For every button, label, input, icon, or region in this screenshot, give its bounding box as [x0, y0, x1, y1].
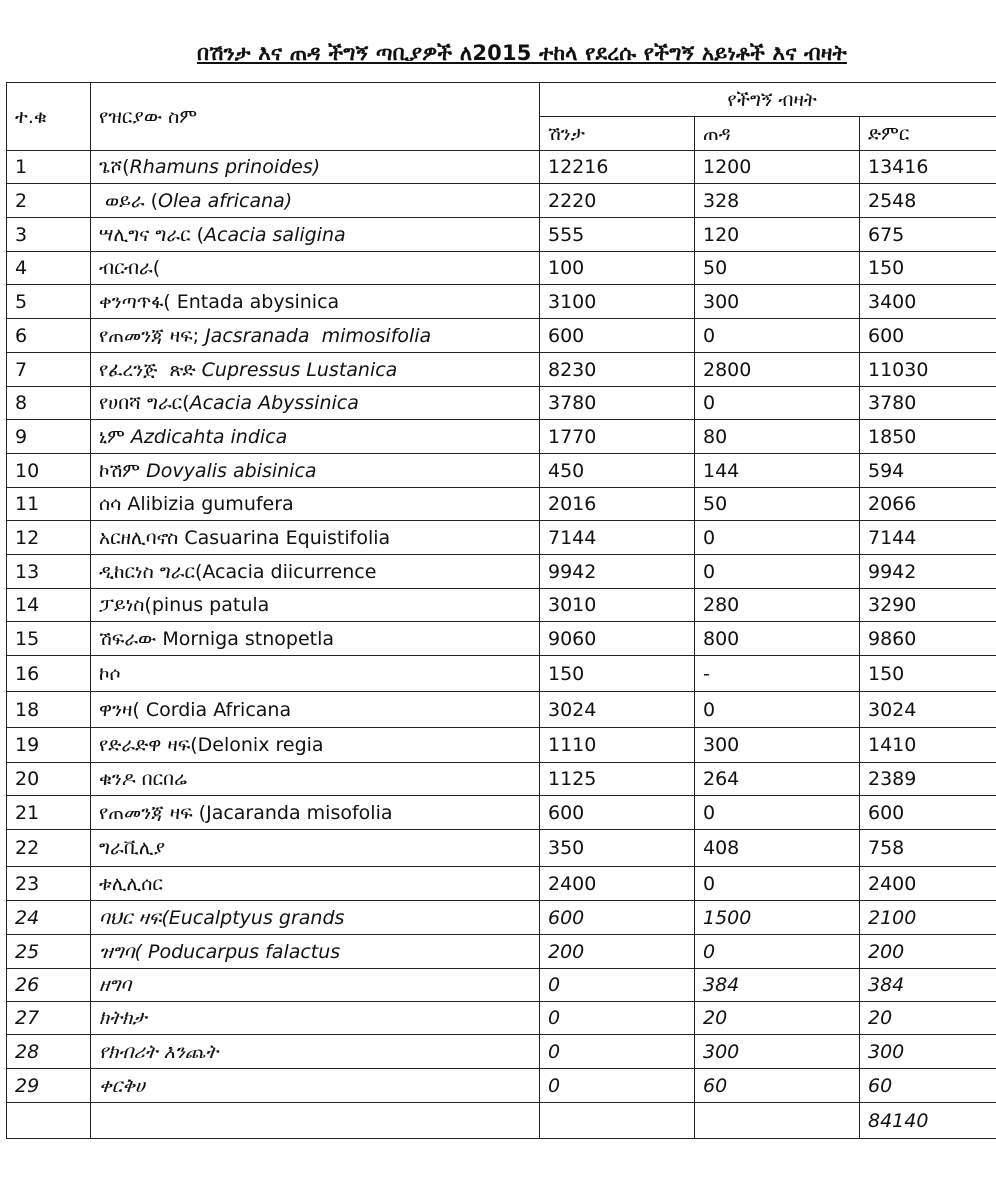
empty-cell [540, 1103, 695, 1139]
table-row [7, 353, 996, 387]
count-shinta: 0 [540, 1069, 695, 1103]
species-local-name: ኒም [99, 425, 131, 448]
species-name [91, 589, 540, 622]
species-name [91, 488, 540, 521]
count-teda: 280 [695, 589, 860, 622]
count-total: 200 [860, 935, 996, 969]
species-scientific-name: Rhamuns prinoides) [129, 156, 321, 178]
row-number: 18 [7, 692, 91, 728]
table-row [7, 184, 996, 218]
row-number: 1 [7, 151, 91, 184]
table-row [7, 763, 996, 796]
table-row [7, 1002, 996, 1035]
table-row [7, 728, 996, 763]
count-teda: 144 [695, 454, 860, 488]
row-number: 15 [7, 622, 91, 656]
species-name [91, 867, 540, 901]
count-shinta: 0 [540, 1002, 695, 1035]
species-local-name: የጠመንጃ ዛፍ ( [99, 801, 207, 824]
count-shinta: 9942 [540, 555, 695, 589]
table-body [7, 151, 996, 1139]
count-total: 758 [860, 830, 996, 867]
species-local-name: ዋንዛ( [99, 698, 146, 721]
row-number: 21 [7, 796, 91, 830]
row-number: 14 [7, 589, 91, 622]
count-total: 3400 [860, 285, 996, 319]
species-name [91, 728, 540, 763]
species-name [91, 521, 540, 555]
species-scientific-name: Jacsranada mimosifolia [205, 324, 432, 347]
count-shinta: 450 [540, 454, 695, 488]
count-shinta: 3024 [540, 692, 695, 728]
row-number: 16 [7, 656, 91, 692]
count-total: 1410 [860, 728, 996, 763]
seedling-table [6, 82, 996, 1139]
count-teda: 0 [695, 692, 860, 728]
count-teda: 800 [695, 622, 860, 656]
table-row [7, 218, 996, 252]
species-name [91, 454, 540, 488]
table-row [7, 488, 996, 521]
species-name [91, 901, 540, 935]
header-species-name: የዝርያው ስም [91, 83, 540, 151]
table-row [7, 319, 996, 353]
count-total: 150 [860, 252, 996, 285]
count-shinta: 1125 [540, 763, 695, 796]
species-name [91, 151, 540, 184]
table-row [7, 1035, 996, 1069]
species-local-name: ግራቪሊያ [99, 837, 166, 859]
table-row [7, 1069, 996, 1103]
row-number: 19 [7, 728, 91, 763]
document-title: በሽንታ እና ጠዳ ችግኝ ጣቢያዎች ለ2015 ተከላ የደረሱ የችግኝ አይነቶች እና ብዛት [197, 41, 847, 65]
table-row [7, 867, 996, 901]
header-total: ድምር [860, 117, 996, 151]
count-teda: 0 [695, 387, 860, 420]
species-scientific-name: Azdicahta indica [130, 425, 288, 448]
species-local-name: ዝግባ( [99, 940, 148, 963]
count-shinta: 600 [540, 901, 695, 935]
species-name [91, 622, 540, 656]
table-row [7, 387, 996, 420]
species-name [91, 319, 540, 353]
species-name [91, 218, 540, 252]
table-row [7, 935, 996, 969]
count-total: 2066 [860, 488, 996, 521]
table-row [7, 252, 996, 285]
count-shinta: 0 [540, 969, 695, 1002]
count-teda: 0 [695, 867, 860, 901]
header-number: ተ.ቁ [7, 83, 91, 151]
species-scientific-name: Acacia diicurrence [202, 560, 377, 583]
species-name [91, 692, 540, 728]
count-shinta: 150 [540, 656, 695, 692]
species-name [91, 184, 540, 218]
count-teda: 1200 [695, 151, 860, 184]
header-teda: ጠዳ [695, 117, 860, 151]
count-total: 2389 [860, 763, 996, 796]
species-scientific-name: Jacaranda misofolia [206, 801, 393, 824]
row-number: 20 [7, 763, 91, 796]
count-teda: 50 [695, 252, 860, 285]
species-name [91, 387, 540, 420]
row-number: 3 [7, 218, 91, 252]
row-number: 12 [7, 521, 91, 555]
header-shinta: ሽንታ [540, 117, 695, 151]
count-teda: 20 [695, 1002, 860, 1035]
species-local-name: ቁንዶ በርበሬ [99, 768, 187, 790]
count-teda: 120 [695, 218, 860, 252]
row-number: 23 [7, 867, 91, 901]
species-scientific-name: Poducarpus falactus [147, 940, 341, 963]
table-row [7, 796, 996, 830]
count-teda: 0 [695, 935, 860, 969]
count-total: 2400 [860, 867, 996, 901]
species-local-name: ኮሶ [99, 662, 121, 685]
species-name [91, 252, 540, 285]
count-total: 2100 [860, 901, 996, 935]
count-total: 13416 [860, 151, 996, 184]
table-row [7, 589, 996, 622]
count-teda: 0 [695, 796, 860, 830]
count-shinta: 1110 [540, 728, 695, 763]
count-teda: 300 [695, 728, 860, 763]
count-shinta: 12216 [540, 151, 695, 184]
count-teda: 80 [695, 420, 860, 454]
row-number: 28 [7, 1035, 91, 1069]
count-shinta: 2220 [540, 184, 695, 218]
count-shinta: 0 [540, 1035, 695, 1069]
table-row [7, 151, 996, 184]
row-number: 13 [7, 555, 91, 589]
species-name [91, 1069, 540, 1103]
count-shinta: 600 [540, 319, 695, 353]
species-name [91, 969, 540, 1002]
row-number: 10 [7, 454, 91, 488]
species-local-name: የጠመንጃ ዛፍ; [99, 324, 206, 347]
count-total: 150 [860, 656, 996, 692]
species-local-name: ጌሾ( [99, 156, 130, 178]
count-total: 2548 [860, 184, 996, 218]
count-shinta: 3780 [540, 387, 695, 420]
count-total: 600 [860, 796, 996, 830]
row-number: 7 [7, 353, 91, 387]
table-row [7, 622, 996, 656]
species-local-name: ዲከርነስ ግራር( [99, 560, 203, 583]
count-shinta: 200 [540, 935, 695, 969]
species-local-name: የሀበሻ ግራር( [99, 392, 190, 414]
row-number: 4 [7, 252, 91, 285]
count-teda: 1500 [695, 901, 860, 935]
count-total: 20 [860, 1002, 996, 1035]
species-scientific-name: pinus patula [151, 594, 270, 616]
count-total: 600 [860, 319, 996, 353]
species-local-name: ፓይነስ( [99, 594, 152, 616]
count-total: 1850 [860, 420, 996, 454]
row-number: 5 [7, 285, 91, 319]
species-local-name: ወይራ ( [99, 189, 158, 212]
count-shinta: 9060 [540, 622, 695, 656]
species-scientific-name: Casuarina Equistifolia [184, 526, 391, 549]
count-total: 11030 [860, 353, 996, 387]
table-header-row [7, 83, 996, 117]
species-scientific-name: Eucalptyus grands [168, 906, 345, 929]
count-shinta: 2400 [540, 867, 695, 901]
species-name [91, 285, 540, 319]
species-local-name: ቀንጣጥፋ( [99, 290, 177, 313]
count-teda: 300 [695, 285, 860, 319]
table-row [7, 830, 996, 867]
species-local-name: አርዘሊባኖስ [99, 526, 185, 549]
table-row [7, 656, 996, 692]
count-shinta: 1770 [540, 420, 695, 454]
row-number: 22 [7, 830, 91, 867]
count-shinta: 3100 [540, 285, 695, 319]
count-total: 300 [860, 1035, 996, 1069]
count-shinta: 100 [540, 252, 695, 285]
species-name [91, 353, 540, 387]
species-scientific-name: Entada abysinica [176, 290, 340, 313]
species-local-name: ባህር ዛፍ( [99, 906, 169, 929]
count-shinta: 8230 [540, 353, 695, 387]
species-name [91, 796, 540, 830]
count-shinta: 555 [540, 218, 695, 252]
row-number: 11 [7, 488, 91, 521]
species-name [91, 656, 540, 692]
species-local-name: ቱሊሊሰር [99, 872, 163, 895]
species-name [91, 1035, 540, 1069]
row-number: 8 [7, 387, 91, 420]
table-row [7, 285, 996, 319]
species-name [91, 420, 540, 454]
species-scientific-name: Cordia Africana [145, 698, 292, 721]
count-total: 9942 [860, 555, 996, 589]
species-scientific-name: Delonix regia [197, 734, 324, 756]
species-local-name: ሣሊግና ግራር ( [99, 223, 205, 246]
count-shinta: 3010 [540, 589, 695, 622]
table-row [7, 420, 996, 454]
count-total: 3290 [860, 589, 996, 622]
species-scientific-name: Morniga stnopetla [162, 627, 335, 650]
count-teda: 408 [695, 830, 860, 867]
species-local-name: ብርብራ( [99, 257, 161, 279]
table-row [7, 454, 996, 488]
species-name [91, 763, 540, 796]
species-local-name: ሽፍራው [99, 627, 163, 650]
count-shinta: 350 [540, 830, 695, 867]
count-teda: 328 [695, 184, 860, 218]
count-total: 3780 [860, 387, 996, 420]
species-name [91, 1002, 540, 1035]
count-total: 675 [860, 218, 996, 252]
count-total: 9860 [860, 622, 996, 656]
row-number: 9 [7, 420, 91, 454]
species-name [91, 830, 540, 867]
species-local-name: የድራድዋ ዛፍ( [99, 734, 198, 756]
table-row [7, 901, 996, 935]
species-local-name: ዘግባ [99, 974, 132, 996]
count-teda: 0 [695, 319, 860, 353]
count-total: 384 [860, 969, 996, 1002]
count-teda: 50 [695, 488, 860, 521]
count-total: 7144 [860, 521, 996, 555]
count-teda: - [695, 656, 860, 692]
row-number: 27 [7, 1002, 91, 1035]
species-scientific-name: Olea africana) [158, 189, 293, 212]
empty-cell [91, 1103, 540, 1139]
empty-cell [695, 1103, 860, 1139]
species-scientific-name: Dovyalis abisinica [146, 459, 317, 482]
count-teda: 0 [695, 521, 860, 555]
count-shinta: 7144 [540, 521, 695, 555]
species-local-name: ክትክታ [99, 1007, 147, 1029]
row-number: 24 [7, 901, 91, 935]
species-scientific-name: Alibizia gumufera [127, 493, 294, 515]
species-name [91, 935, 540, 969]
count-total: 594 [860, 454, 996, 488]
table-row [7, 969, 996, 1002]
count-teda: 60 [695, 1069, 860, 1103]
table-row [7, 555, 996, 589]
species-local-name: የክብሪት እንጨት [99, 1040, 219, 1063]
count-total: 3024 [860, 692, 996, 728]
count-teda: 300 [695, 1035, 860, 1069]
count-teda: 384 [695, 969, 860, 1002]
count-teda: 2800 [695, 353, 860, 387]
species-local-name: ቀርቅሀ [99, 1074, 145, 1097]
empty-cell [7, 1103, 91, 1139]
row-number: 6 [7, 319, 91, 353]
species-local-name: የፈረንጅ ጽድ [99, 358, 202, 381]
table-row [7, 521, 996, 555]
species-local-name: ኮሽም [99, 459, 147, 482]
grand-total-value: 84140 [860, 1103, 996, 1139]
species-scientific-name: Acacia saligina [204, 223, 346, 246]
grand-total-row [7, 1103, 996, 1139]
count-total: 60 [860, 1069, 996, 1103]
species-name [91, 555, 540, 589]
header-seedling-count: የችግኝ ብዛት [540, 83, 996, 117]
species-scientific-name: Cupressus Lustanica [201, 358, 398, 381]
species-local-name: ሰሳ [99, 493, 128, 515]
row-number: 26 [7, 969, 91, 1002]
count-shinta: 2016 [540, 488, 695, 521]
species-scientific-name: Acacia Abyssinica [189, 392, 359, 414]
row-number: 25 [7, 935, 91, 969]
table-row [7, 692, 996, 728]
row-number: 29 [7, 1069, 91, 1103]
row-number: 2 [7, 184, 91, 218]
count-shinta: 600 [540, 796, 695, 830]
count-teda: 264 [695, 763, 860, 796]
count-teda: 0 [695, 555, 860, 589]
